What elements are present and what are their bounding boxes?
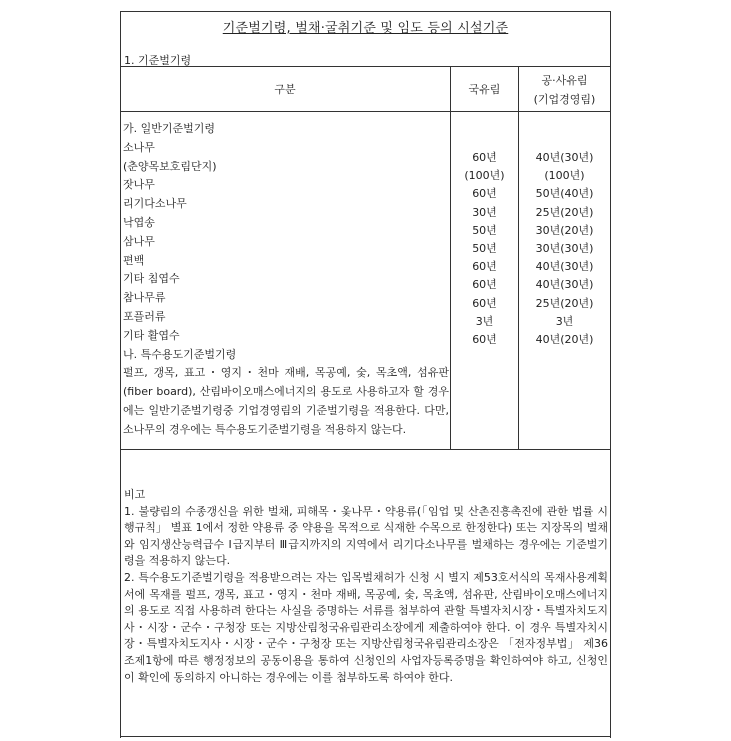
- national-value: 50년: [472, 242, 497, 256]
- special-rotation-text: 펄프, 갱목, 표고・영지・천마 재배, 목공예, 숯, 목초액, 섬유판(fiber board), 산림바이오매스에너지의 용도로 사용하고자 할 경우에는 일반기준벌기령중 기업경영림의 기준벌기령을 적용한다. 다만, 소나무의 경우에는 특수용도기준벌기령을 적용하지 않는다.: [123, 366, 449, 436]
- remark-1: 1. 불량림의 수종갱신을 위한 벌채, 피해목・옻나무・약용류(「임업 및 산촌진흥촉진에 관한 법률 시행규칙」 별표 1에서 정한 약용류 중 약용을 목적으로 식재한 수목으로 한정한다) 또는 지장목의 벌채와 임지생산능력급수 Ⅰ급지부터 Ⅲ급지까지의 지역에서 리기다소나무를 벌채하는 경우에는 기준벌기령을 적용하지 않는다.: [124, 504, 609, 568]
- special-rotation-heading: 나. 특수용도기준벌기령: [123, 347, 237, 361]
- header-public-private-forest: [519, 71, 610, 109]
- species-4: 낙엽송: [123, 215, 155, 229]
- species-0: 소나무: [123, 140, 155, 154]
- public-value: 40년(30년): [535, 278, 594, 292]
- species-1: (춘양목보호림단지): [123, 159, 217, 173]
- national-value: 30년: [472, 205, 497, 219]
- species-3: 리기다소나무: [123, 197, 187, 211]
- rotation-age-table: [120, 66, 611, 450]
- national-value: 60년: [472, 296, 497, 310]
- species-8: 참나무류: [123, 291, 166, 305]
- public-value: 25년(20년): [535, 296, 594, 310]
- species-2: 잣나무: [123, 178, 155, 192]
- public-value: 40년(30년): [535, 260, 594, 274]
- header-category: 구분: [274, 83, 296, 96]
- public-value: (100년): [544, 169, 585, 183]
- national-value: 60년: [472, 151, 497, 164]
- document-title: 기준벌기령, 벌채·굴취기준 및 임도 등의 시설기준: [222, 21, 509, 36]
- public-value: 30년(30년): [535, 242, 594, 256]
- header-divider: [120, 111, 611, 112]
- public-value: 40년(30년): [535, 151, 594, 164]
- public-value: 25년(20년): [535, 205, 594, 219]
- section-heading: 1. 기준벌기령: [124, 54, 192, 67]
- national-value: 60년: [472, 278, 497, 292]
- remark-2: 2. 특수용도기준벌기령을 적용받으려는 자는 입목벌채허가 신청 시 별지 제53호서식의 목재사용계획서에 목재를 펄프, 갱목, 표고・영지・천마 재배, 목공예, 숯, 목초액, 섬유판, 산림바이오매스에너지의 용도로 직접 사용하려 한다는 사실을 증명하는 서류를 첨부하여 관할 특별자치시장・특별자치도지사・시장・군수・구청장 또는 지방산림청국유림관리소장에게 제출하여야 한다. 이 경우 특별자치시장・특별자치도지사・시장・군수・구청장 또는 지방산림청국유림관리소장은 「전자정부법」 제36조제1항에 따른 행정정보의 공동이용을 통하여 신청인의 사업자등록증명을 확인하여야 하고, 신청인이 확인에 동의하지 아니하는 경우에는 이를 첨부하도록 하여야 한다.: [124, 570, 608, 684]
- national-value: 50년: [472, 223, 497, 237]
- remarks-heading: 비고: [124, 488, 146, 501]
- species-6: 편백: [123, 253, 145, 267]
- national-value: 3년: [475, 314, 494, 328]
- public-value: 3년: [555, 314, 574, 328]
- document-frame: [120, 11, 611, 738]
- national-values-column: [451, 149, 518, 349]
- header-national-forest: 국유림: [468, 83, 501, 96]
- public-value: 30년(20년): [535, 223, 594, 237]
- national-value: (100년): [464, 169, 505, 183]
- category-column: [123, 120, 449, 440]
- public-value: 50년(40년): [535, 187, 594, 201]
- bottom-rule: [120, 736, 611, 737]
- national-value: 60년: [472, 333, 497, 347]
- public-values-column: [519, 149, 610, 349]
- national-value: 60년: [472, 187, 497, 201]
- remarks-section: [124, 487, 608, 686]
- header-public-line2: (기업경영림): [533, 93, 596, 106]
- public-value: 40년(20년): [535, 333, 594, 347]
- general-rotation-heading: 가. 일반기준벌기령: [123, 122, 216, 135]
- species-7: 기타 침엽수: [123, 272, 180, 286]
- species-9: 포플러류: [123, 309, 166, 323]
- species-10: 기타 활엽수: [123, 328, 180, 342]
- national-value: 60년: [472, 260, 497, 274]
- species-5: 삼나무: [123, 234, 155, 248]
- header-public-line1: 공·사유림: [541, 74, 588, 87]
